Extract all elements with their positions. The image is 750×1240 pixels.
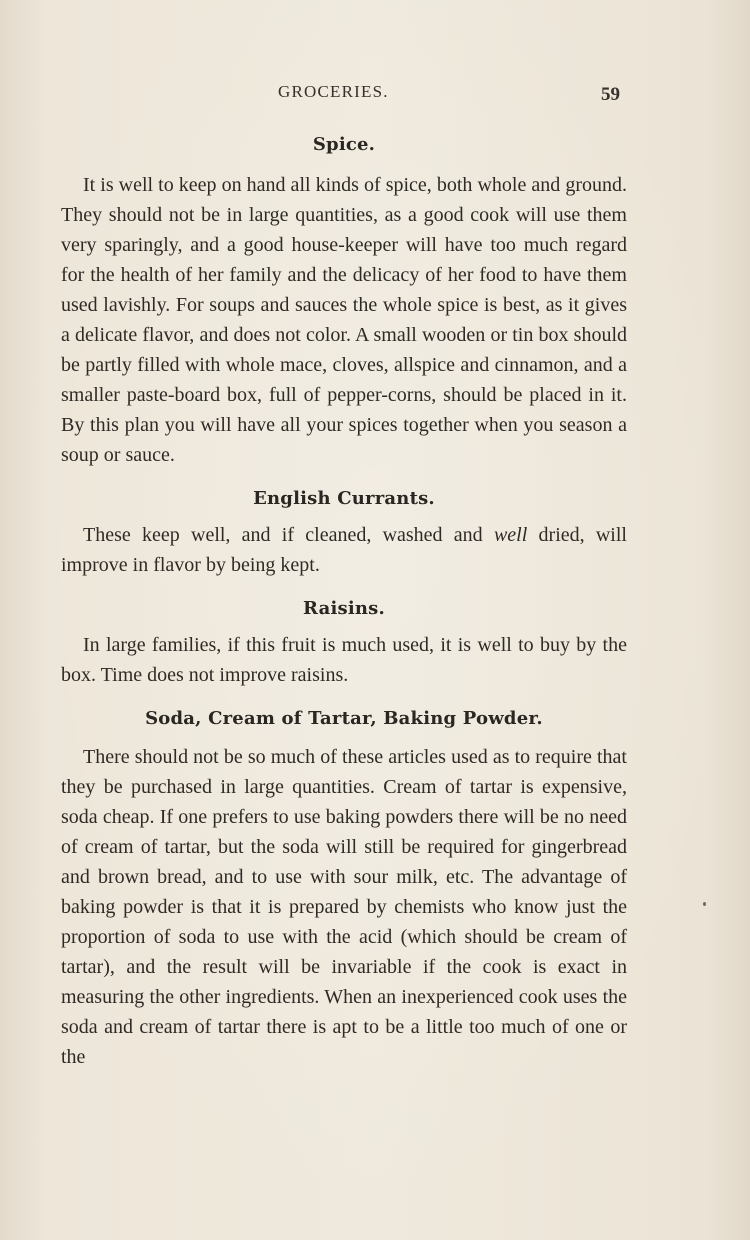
paragraph-soda: There should not be so much of these articles used as to require that they be purchased in large quantities. Cream of tartar is expensive, soda cheap. If one prefers to use baking powders there will be no need of cream of tartar, but the soda will still be required for gingerbread and brown bread, and to use with sour milk, etc. The advantage of baking powder is that it is prepared by chemists who know just the proportion of soda to use with the acid (which should be cream of tartar), and the result will be invariable if the cook is exact in measuring the other ingredients. When an inexperienced cook uses the soda and cream of tartar there is apt to be a little too much of one or the xyxy=(61,746,627,1068)
section-spice xyxy=(61,130,627,470)
section-heading-soda: Soda, Cream of Tartar, Baking Powder. xyxy=(145,708,543,729)
running-title: GROCERIES. xyxy=(278,82,389,101)
section-raisins xyxy=(61,594,627,690)
currants-text-before: These keep well, and if cleaned, washed and xyxy=(83,524,494,546)
paragraph-raisins: In large families, if this fruit is much used, it is well to buy by the box. Time does not improve raisins. xyxy=(61,634,627,686)
section-heading-raisins: Raisins. xyxy=(303,598,385,619)
currants-text-after: dried, will improve in flavor by being kept. xyxy=(61,524,627,576)
paragraph-spice: It is well to keep on hand all kinds of spice, both whole and ground. They should not be in large quantities, as a good cook will use them very sparingly, and a good house-keeper will have too much regard for the health of her family and the delicacy of her food to have them used lavishly. For soups and sauces the whole spice is best, as it gives a delicate flavor, and does not color. A small wooden or tin box should be partly filled with whole mace, cloves, allspice and cinnamon, and a smaller paste-board box, full of pepper-corns, should be placed in it. By this plan you will have all your spices together when you season a soup or sauce. xyxy=(61,174,627,466)
section-heading-spice: Spice. xyxy=(312,134,376,155)
paper-speck xyxy=(703,902,706,906)
section-english-currants xyxy=(61,484,627,580)
page-number: 59 xyxy=(601,84,620,105)
page-content xyxy=(61,130,627,1072)
section-heading-english-currants: English Currants. xyxy=(253,488,435,509)
running-head xyxy=(0,82,750,112)
currants-text-emphasis: well xyxy=(493,524,528,546)
section-soda-cream-of-tartar-baking-powder xyxy=(61,704,627,1072)
paragraph-english-currants xyxy=(61,520,627,580)
